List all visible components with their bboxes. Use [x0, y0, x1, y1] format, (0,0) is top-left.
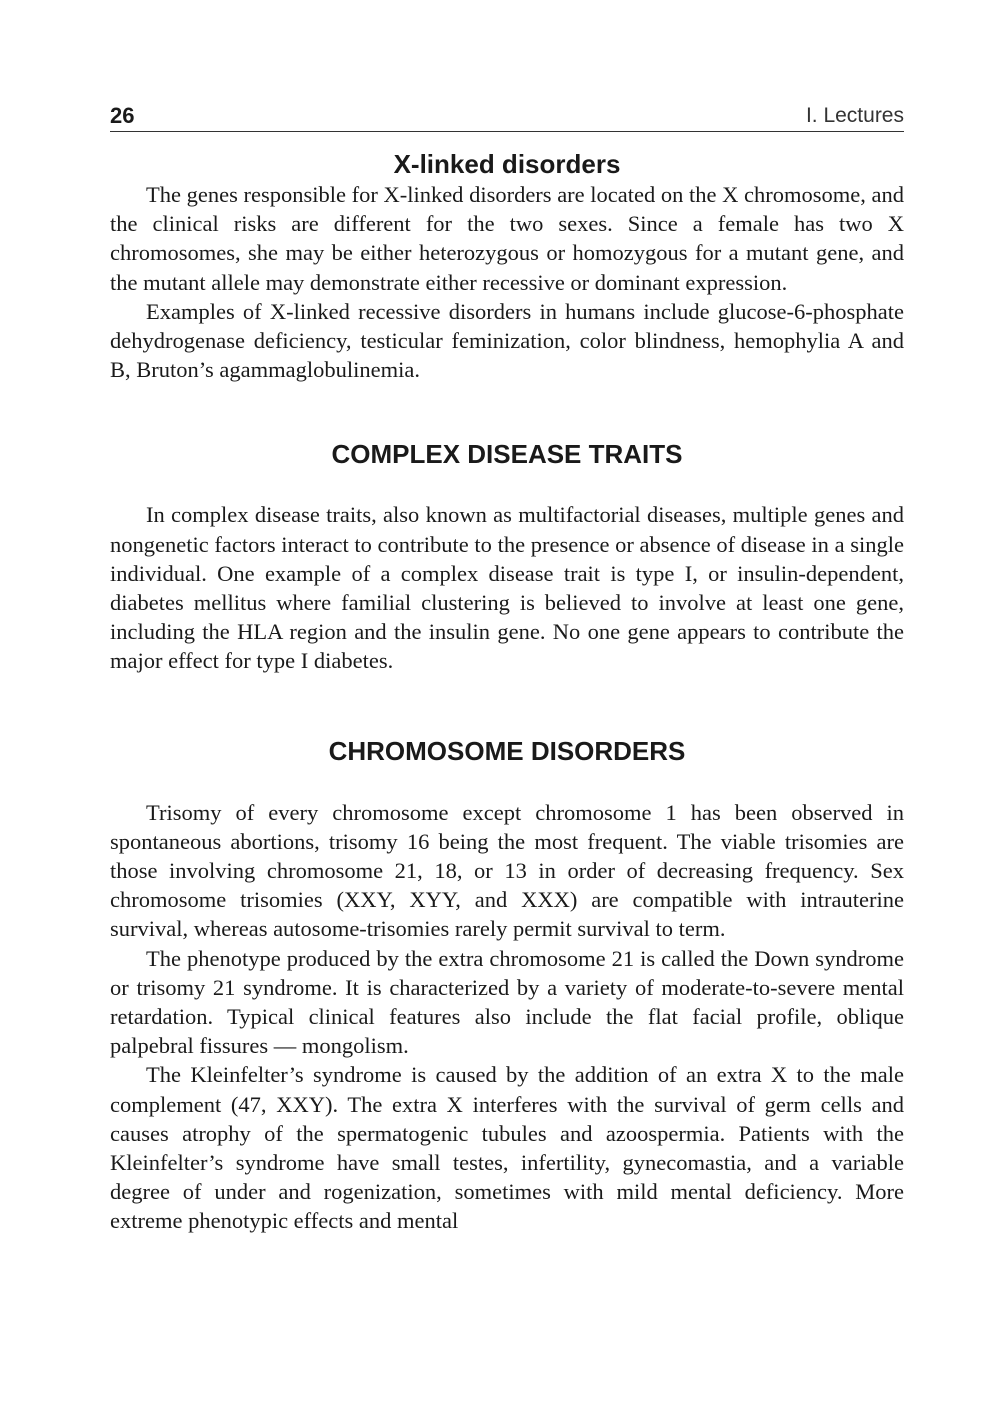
complex-traits-paragraph-1: In complex disease traits, also known as multifactorial diseases, multiple genes and nongenetic factors interact to contribute to the presence or absence of disease in a single individual. One example of a complex disease trait is type I, or insulin-dependent, diabetes mellitus where familial clustering is believed to involve at least one gene, including the HLA region and the insulin gene. No one gene appears to contribute the major effect for type I diabetes. [110, 502, 904, 674]
x-linked-paragraph-1: The genes responsible for X-linked disorders are located on the X chromosome, and the clinical risks are different for the two sexes. Since a female has two X chromosomes, she may be either heterozygous or homozygous for a mutant gene, and the mutant allele may demonstrate either recessive or dominant expression. [110, 182, 904, 295]
chromosome-disorders-paragraph-3: The Kleinfelter’s syndrome is caused by the addition of an extra X to the male complement (47, XXY). The extra X interferes with the survival of germ cells and causes atrophy of the spermatogenic tubules and azoospermia. Patients with the Kleinfelter’s syndrome have small testes, infertility, gynecomastia, and a variable degree of under and rogenization, sometimes with mild mental deficiency. More extreme phenotypic effects and mental [110, 1062, 904, 1234]
chromosome-disorders-heading: CHROMOSOME DISORDERS [328, 735, 686, 766]
complex-traits-heading: COMPLEX DISEASE TRAITS [331, 439, 683, 470]
running-head [110, 101, 904, 132]
chromosome-disorders-paragraph-1: Trisomy of every chromosome except chromosome 1 has been observed in spontaneous abortions, trisomy 16 being the most frequent. The viable trisomies are those involving chromosome 21, 18, or 13 in order of decreasing frequency. Sex chromosome trisomies (XXY, XYY, and XXX) are compatible with intrauterine survival, whereas autosome-trisomies rarely permit survival to term. [110, 799, 904, 942]
page-body [110, 148, 904, 1236]
running-head-section: I. Lectures [805, 104, 904, 127]
chromosome-disorders-paragraph-2: The phenotype produced by the extra chromosome 21 is called the Down syndrome or trisomy 21 syndrome. It is characterized by a variety of moderate-to-severe mental retardation. Typical clinical features also include the flat facial profile, oblique palpebral fissures — mongolism. [110, 945, 904, 1059]
x-linked-paragraph-2: Examples of X-linked recessive disorders in humans include glucose-6-phosphate dehydrogenase deficiency, testicular feminization, color blindness, hemophylia A and B, Bruton’s agammaglobulinemia. [110, 298, 904, 383]
x-linked-heading: X-linked disorders [393, 149, 621, 179]
page-number: 26 [110, 103, 135, 128]
